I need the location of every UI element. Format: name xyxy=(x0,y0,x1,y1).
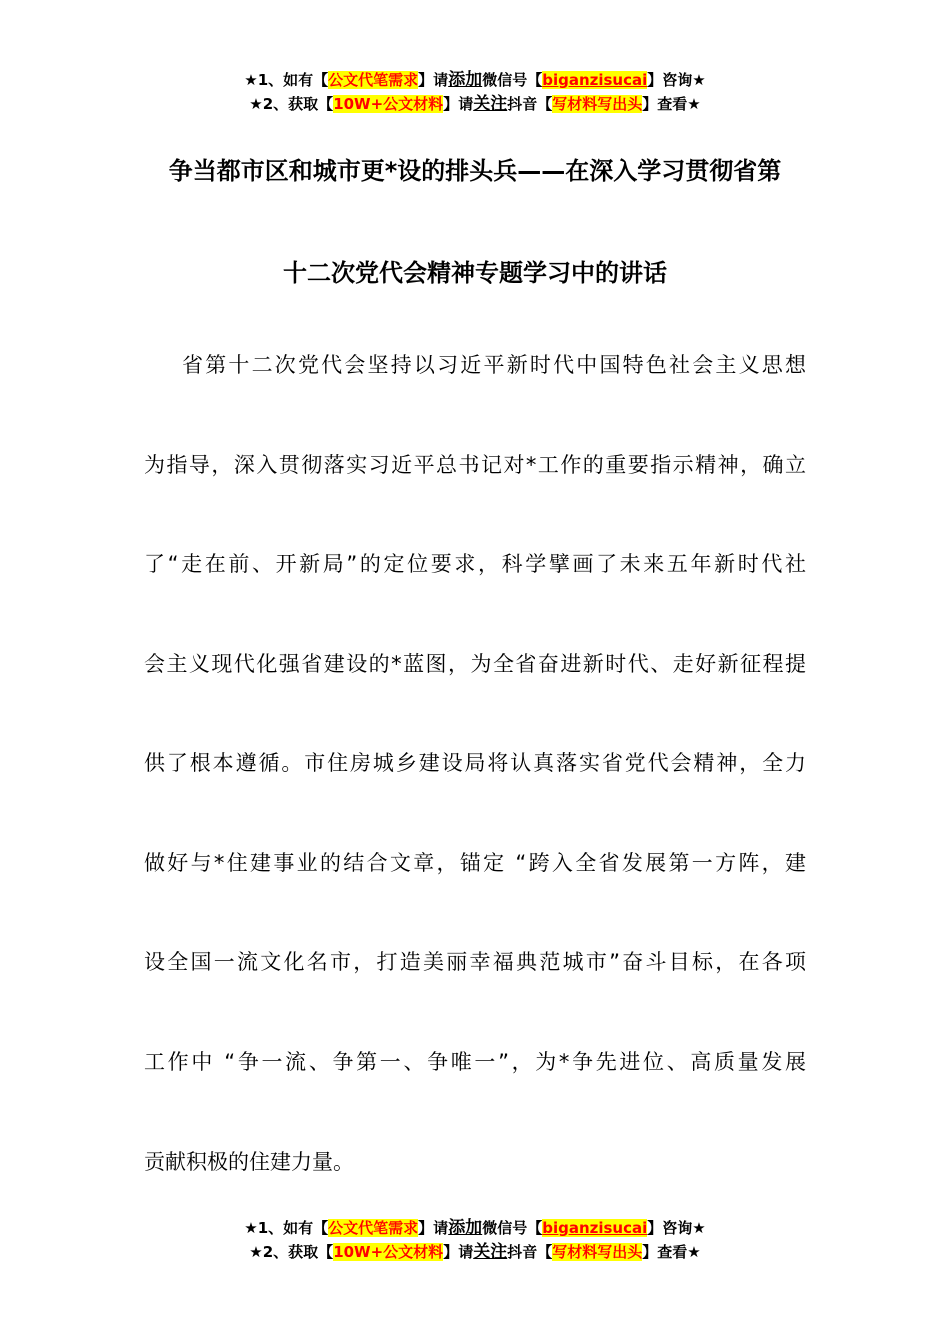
banner-emphasis: 关注 xyxy=(473,1242,508,1262)
banner-line-1 xyxy=(0,68,950,92)
banner-emphasis: 添加 xyxy=(448,70,483,90)
banner-highlight: 公文代笔需求 xyxy=(328,1219,419,1237)
banner-line-2 xyxy=(0,92,950,116)
banner-line-1 xyxy=(0,1216,950,1240)
wechat-id-highlight: biganzisucai xyxy=(542,1219,648,1237)
body-line: 了“走在前、开新局”的定位要求，科学擘画了未来五年新时代社 xyxy=(144,552,806,576)
banner-text: 】请 xyxy=(418,1219,449,1237)
body-line: 供了根本遵循。市住房城乡建设局将认真落实省党代会精神，全力 xyxy=(144,751,806,775)
banner-emphasis: 添加 xyxy=(448,1218,483,1238)
banner-text: 】请 xyxy=(418,71,449,89)
body-line: 设全国一流文化名市，打造美丽幸福典范城市”奋斗目标，在各项 xyxy=(144,950,806,974)
bottom-banner xyxy=(0,1216,950,1264)
banner-highlight: 10W+公文材料 xyxy=(333,1243,444,1261)
banner-text: 】请 xyxy=(443,95,474,113)
body-line: 贡献积极的住建力量。 xyxy=(144,1150,354,1174)
banner-highlight: 公文代笔需求 xyxy=(328,71,419,89)
douyin-highlight: 写材料写出头 xyxy=(552,95,643,113)
banner-text: 抖音【 xyxy=(507,1243,553,1261)
body-line: 为指导，深入贯彻落实习近平总书记对*工作的重要指示精神，确立 xyxy=(144,453,806,477)
banner-line-2 xyxy=(0,1240,950,1264)
body-line: 做好与*住建事业的结合文章，锚定 “跨入全省发展第一方阵，建 xyxy=(144,851,806,875)
body-line: 会主义现代化强省建设的*蓝图，为全省奋进新时代、走好新征程提 xyxy=(144,652,806,676)
banner-emphasis: 关注 xyxy=(473,94,508,114)
banner-text: 微信号【 xyxy=(482,1219,543,1237)
banner-text: ★1、如有【 xyxy=(244,71,329,89)
banner-text: 】请 xyxy=(443,1243,474,1261)
document-title-line-1: 争当都市区和城市更*设的排头兵——在深入学习贯彻省第 xyxy=(168,157,782,185)
body-line: 工作中 “争一流、争第一、争唯一”，为*争先进位、高质量发展 xyxy=(144,1050,806,1074)
banner-text: 】咨询★ xyxy=(647,1219,706,1237)
banner-text: 】查看★ xyxy=(642,95,701,113)
top-banner xyxy=(0,68,950,116)
banner-text: 】咨询★ xyxy=(647,71,706,89)
body-line: 省第十二次党代会坚持以习近平新时代中国特色社会主义思想 xyxy=(182,353,806,377)
wechat-id-highlight: biganzisucai xyxy=(542,71,648,89)
banner-text: 微信号【 xyxy=(482,71,543,89)
banner-text: ★2、获取【 xyxy=(249,1243,334,1261)
document-title-line-2: 十二次党代会精神专题学习中的讲话 xyxy=(283,259,667,287)
banner-text: ★2、获取【 xyxy=(249,95,334,113)
banner-text: 抖音【 xyxy=(507,95,553,113)
banner-highlight: 10W+公文材料 xyxy=(333,95,444,113)
banner-text: ★1、如有【 xyxy=(244,1219,329,1237)
banner-text: 】查看★ xyxy=(642,1243,701,1261)
douyin-highlight: 写材料写出头 xyxy=(552,1243,643,1261)
